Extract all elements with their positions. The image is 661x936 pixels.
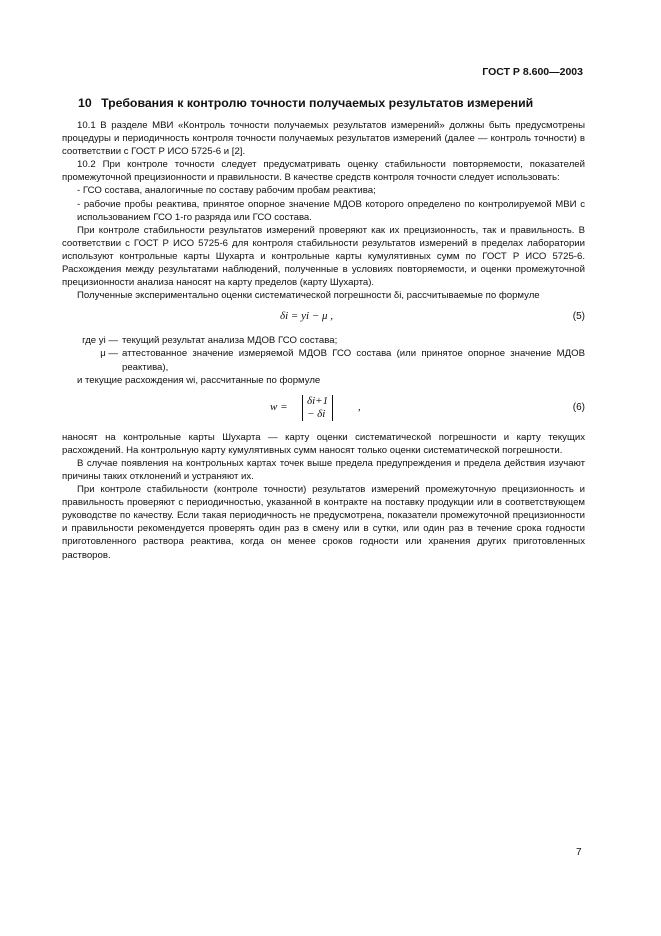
definition-yi-text: текущий результат анализа МДОВ ГСО состава; — [122, 335, 338, 347]
formula-6-end: , — [358, 400, 361, 413]
definition-yi-symbol: где yi — — [82, 335, 118, 347]
paragraph-stability-control: При контроле стабильности результатов измерений проверяют как их прецизионность, так и правильность. В соответствии с ГОСТ Р ИСО 5725-6 для контроля стабильности результатов измерений в пределах лаборатории используют контрольные карты Шухарта и контрольные карты кумулятивных сумм по ГОСТ Р ИСО 5725-6. Расхождения между результатами наблюдений, полученные в условиях повторяемости, и оценки промежуточной прецизионности анализа наносят на карту пределов (карту Шухарта). — [62, 224, 585, 289]
paragraph-shewhart-charts: наносят на контрольные карты Шухарта — карту оценки систематической погрешности и карту текущих расхождений. На контрольную карту кумулятивных сумм наносят только оценки систематической погрешности. — [62, 431, 585, 456]
paragraph-10-2: 10.2 При контроле точности следует предусматривать оценку стабильности повторяемости, показателей промежуточной прецизионности и правильности. В качестве средств контроля точности следует использовать: — [62, 159, 585, 184]
definition-mu — [62, 347, 585, 373]
document-header: ГОСТ Р 8.600—2003 — [482, 66, 583, 78]
paragraph-10-1: 10.1 В разделе МВИ «Контроль точности получаемых результатов измерений» должны быть предусмотрены процедуры и периодичность контроля точности получаемых результатов измерений (далее — контроль точности) в соответствии с ГОСТ Р ИСО 5725-6 и [2]. — [62, 120, 585, 158]
formula-definitions — [62, 334, 585, 373]
formula-5-expression: δi = yi − μ , — [280, 310, 333, 323]
section-title-text: Требования к контролю точности получаемых результатов измерений — [101, 96, 534, 110]
definition-mu-text: аттестованное значение измеряемой МДОВ ГСО состава (или принятое опорное значение МДОВ реактива), — [122, 348, 585, 373]
list-item-working-samples: - рабочие пробы реактива, принятое опорное значение МДОВ которого определено по контролируемой МВИ с использованием ГСО 1-го разряда или ГСО состава. — [77, 198, 585, 223]
formula-6-number: (6) — [572, 401, 585, 413]
section-title — [78, 96, 533, 110]
paragraph-periodicity: При контроле стабильности (контроле точности) результатов измерений промежуточную прецизионность и правильность проверяют с периодичностью, указанной в контракте на поставку продукции или в соответствующем руководстве по качеству. Если такая периодичность не предусмотрена, показатели промежуточной прецизионности и правильности рекомендуется проверять один раз в смену или в сутки, или один раз в течение срока годности приготовленного раствора реактива, когда он менее сроков годности или хранения других приготовленных растворов. — [62, 484, 585, 561]
paragraph-warning-limits: В случае появления на контрольных картах точек выше предела предупреждения и предела действия изучают причины таких отклонений и устраняют их. — [62, 457, 585, 482]
formula-6-lhs: w = — [270, 400, 288, 413]
section-number: 10 — [78, 96, 92, 110]
definition-yi — [62, 334, 585, 347]
formula-6 — [62, 387, 585, 431]
document-body — [62, 119, 585, 562]
formula-6-abs: δi+1 − δi — [302, 395, 333, 421]
definition-mu-symbol: μ — — [100, 348, 118, 360]
list-item-gso: - ГСО состава, аналогичные по составу рабочим пробам реактива; — [77, 185, 376, 197]
paragraph-current-differences: и текущие расхождения wi, рассчитанные по формуле — [77, 374, 321, 386]
paragraph-systematic-error: Полученные экспериментально оценки систематической погрешности δi, рассчитываемые по формуле — [77, 290, 540, 302]
page-number: 7 — [576, 847, 582, 858]
formula-5-number: (5) — [572, 311, 585, 323]
formula-5 — [62, 302, 585, 332]
